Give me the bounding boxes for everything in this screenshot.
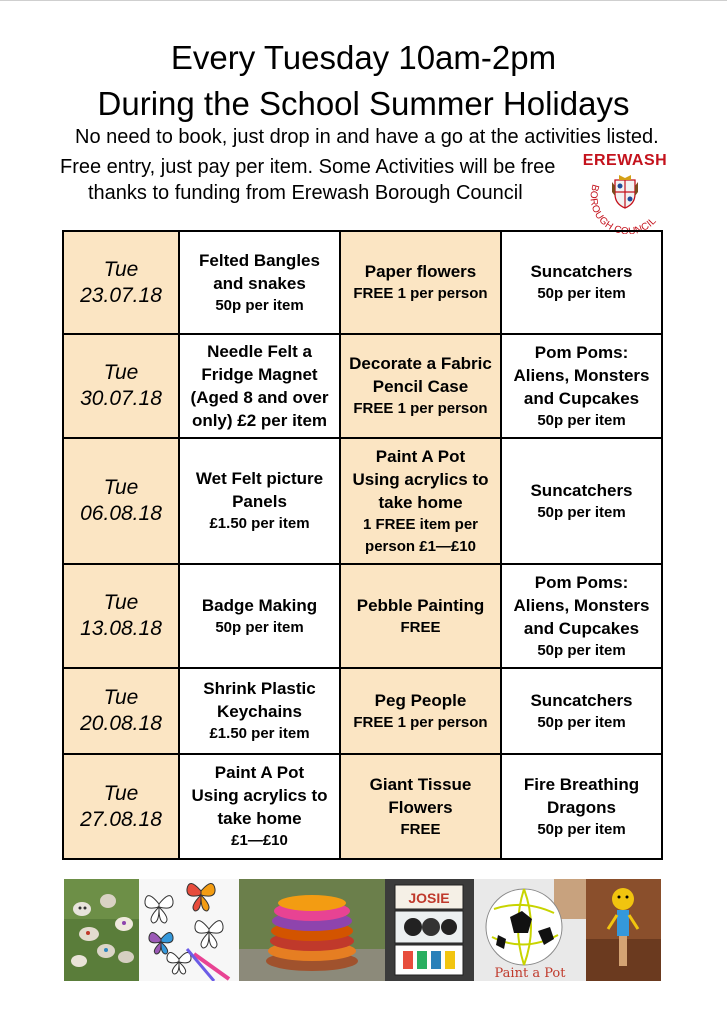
peg-person-photo xyxy=(586,879,661,981)
schedule-row xyxy=(63,334,662,438)
activity-price: 50p per item xyxy=(537,641,626,659)
date-label: 13.08.18 xyxy=(80,617,162,640)
activity-name-line: Shrink Plastic xyxy=(203,679,316,698)
activity-price: 50p per item xyxy=(537,411,626,429)
activity-price: £1.50 per item xyxy=(209,725,310,742)
intro-text-line-2: Free entry, just pay per item. Some Activities will be free xyxy=(60,156,556,178)
activity-name-line: Dragons xyxy=(547,797,616,817)
activity-name-line: Using acrylics to xyxy=(352,469,489,489)
schedule-row xyxy=(63,438,662,564)
activity-name-line: Pom Poms: xyxy=(534,342,629,362)
activity-name-line: Aliens, Monsters xyxy=(513,595,650,615)
activity-name-line: and snakes xyxy=(213,273,306,293)
activity-price: FREE xyxy=(400,618,441,636)
activity-name-line: Pebble Painting xyxy=(356,595,485,615)
activity-name-line: Pom Poms: xyxy=(534,572,629,592)
erewash-logo xyxy=(575,152,675,234)
activity-price: 50p per item xyxy=(537,820,626,838)
activity-schedule-table xyxy=(62,230,663,860)
activity-name-line: Felted Bangles xyxy=(199,250,320,270)
activity-name-line: and Cupcakes xyxy=(523,388,640,408)
activity-price: FREE 1 per person xyxy=(353,285,488,302)
activity-cell xyxy=(340,438,501,564)
activity-name-line: take home xyxy=(217,809,302,828)
painted-pot-photo xyxy=(474,879,586,981)
date-cell xyxy=(63,564,179,668)
date-cell xyxy=(63,668,179,754)
activity-name-line: Badge Making xyxy=(201,595,318,615)
activity-name-line: Pencil Case xyxy=(372,377,469,396)
activity-name-line: Peg People xyxy=(374,690,467,710)
activity-cell xyxy=(179,334,340,438)
date-label: 23.07.18 xyxy=(80,283,162,307)
date-label: 06.08.18 xyxy=(80,502,162,525)
schedule-row xyxy=(63,564,662,668)
activity-name-line: Using acrylics to xyxy=(191,786,328,805)
date-cell xyxy=(63,438,179,564)
activity-name-line: Paper flowers xyxy=(364,262,477,281)
page-top-border xyxy=(0,0,727,1)
date-cell xyxy=(63,754,179,859)
schedule-row xyxy=(63,668,662,754)
activity-cell xyxy=(501,668,662,754)
day-label: Tue xyxy=(103,686,139,709)
intro-text-line-1: No need to book, just drop in and have a go at the activities listed. xyxy=(75,126,659,148)
day-label: Tue xyxy=(103,781,139,805)
activity-price: £1.50 per item xyxy=(209,515,310,532)
activity-name-line: Decorate a Fabric xyxy=(349,354,492,373)
activity-name-line: Suncatchers xyxy=(530,690,633,710)
activity-price: 50p per item xyxy=(537,503,626,521)
photo-caption-paint-a-pot: Paint a Pot xyxy=(494,966,566,981)
activity-name-line: Fridge Magnet xyxy=(201,365,318,384)
felted-bangles-photo xyxy=(239,879,385,981)
day-label: Tue xyxy=(103,591,139,614)
schedule-row xyxy=(63,231,662,334)
activity-cell xyxy=(340,754,501,859)
activity-name-line: Suncatchers xyxy=(530,480,633,500)
activity-cell xyxy=(179,754,340,859)
day-label: Tue xyxy=(103,476,139,499)
activity-cell xyxy=(501,438,662,564)
activity-name-line: Fire Breathing xyxy=(523,774,640,794)
logo-name: EREWASH xyxy=(582,152,668,169)
council-crest-icon xyxy=(575,152,675,234)
activity-price: FREE xyxy=(400,820,441,838)
activity-price: 50p per item xyxy=(215,296,304,314)
activity-name-line: Giant Tissue xyxy=(369,774,472,794)
date-label: 27.08.18 xyxy=(80,807,162,831)
activity-price: 50p per item xyxy=(537,285,626,302)
day-label: Tue xyxy=(103,257,139,281)
date-cell xyxy=(63,231,179,334)
activity-name-line: Wet Felt picture xyxy=(195,469,324,488)
activity-name-line: Keychains xyxy=(216,702,303,721)
activity-name-line: Aliens, Monsters xyxy=(513,365,650,385)
page-subtitle: During the School Summer Holidays xyxy=(97,85,630,122)
activity-price: 50p per item xyxy=(215,618,304,636)
activity-name-line: Paint A Pot xyxy=(214,763,305,782)
activity-name-line: and Cupcakes xyxy=(523,618,640,638)
day-label: Tue xyxy=(103,361,139,384)
activity-cell xyxy=(179,231,340,334)
activity-cell xyxy=(501,754,662,859)
activity-cell xyxy=(501,334,662,438)
activity-price: person £1—£10 xyxy=(365,537,476,555)
activity-photos-strip xyxy=(64,879,661,981)
page-title: Every Tuesday 10am-2pm xyxy=(170,39,557,76)
activity-name-line: Needle Felt a xyxy=(207,342,312,361)
decorated-boxes-photo xyxy=(385,879,474,981)
activity-cell xyxy=(179,564,340,668)
schedule-row xyxy=(63,754,662,859)
date-cell xyxy=(63,334,179,438)
activity-price: £1—£10 xyxy=(231,832,288,849)
activity-name-line: take home xyxy=(378,492,463,512)
activity-name-line: Flowers xyxy=(388,797,453,817)
activity-cell xyxy=(340,668,501,754)
activity-name-line: (Aged 8 and over xyxy=(190,388,329,407)
activity-name-line: Paint A Pot xyxy=(375,446,466,466)
activity-price: FREE 1 per person xyxy=(353,400,488,417)
date-label: 20.08.18 xyxy=(80,712,162,735)
activity-cell xyxy=(179,668,340,754)
activity-cell xyxy=(179,438,340,564)
activity-cell xyxy=(340,564,501,668)
photo-caption-josie: JOSIE xyxy=(408,890,450,906)
activity-price: FREE 1 per person xyxy=(353,713,488,731)
activity-price: 50p per item xyxy=(537,713,626,731)
activity-cell xyxy=(501,231,662,334)
activity-name-line: Suncatchers xyxy=(530,262,633,281)
logo-arc-text: BOROUGH COUNCIL xyxy=(587,183,659,234)
activity-cell xyxy=(340,231,501,334)
activity-price: 1 FREE item per xyxy=(362,515,479,533)
intro-text-line-3: thanks to funding from Erewash Borough Council xyxy=(88,182,523,204)
activity-cell xyxy=(340,334,501,438)
activity-name-line: only) £2 per item xyxy=(191,411,328,430)
butterfly-crafts-photo xyxy=(139,879,239,981)
date-label: 30.07.18 xyxy=(80,387,162,410)
painted-pebbles-photo xyxy=(64,879,139,981)
activity-name-line: Panels xyxy=(232,492,287,511)
activity-cell xyxy=(501,564,662,668)
